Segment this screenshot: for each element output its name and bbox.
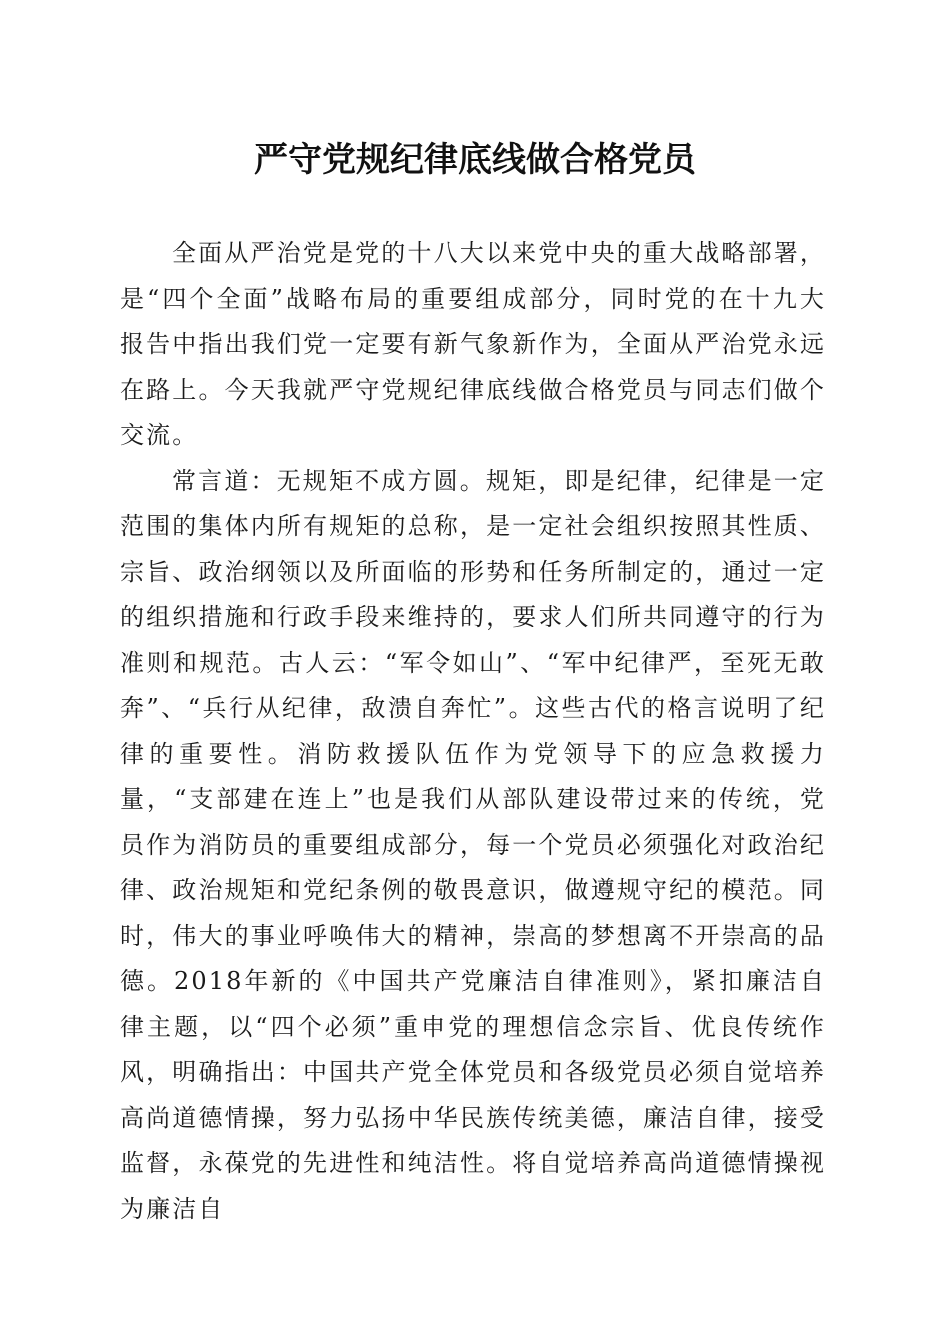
document-title: 严守党规纪律底线做合格党员	[254, 140, 696, 180]
paragraph-discipline: 常言道：无规矩不成方圆。规矩，即是纪律，纪律是一定范围的集体内所有规矩的总称，是一定社会组织按照其性质、宗旨、政治纲领以及所面临的形势和任务所制定的，通过一定的组织措施和行政手段来维持的，要求人们所共同遵守的行为准则和规范。古人云：“军令如山”、“军中纪律严，至死无敢奔”、“兵行从纪律，敌溃自奔忙”。这些古代的格言说明了纪律的重要性。消防救援队伍作为党领导下的应急救援力量，“支部建在连上”也是我们从部队建设带过来的传统，党员作为消防员的重要组成部分，每一个党员必须强化对政治纪律、政治规矩和党纪条例的敬畏意识，做遵规守纪的模范。同时，伟大的事业呼唤伟大的精神，崇高的梦想离不开崇高的品德。2018年新的《中国共产党廉洁自律准则》，紧扣廉洁自律主题，以“四个必须”重申党的理想信念宗旨、优良传统作风，明确指出：中国共产党全体党员和各级党员必须自觉培养高尚道德情操，努力弘扬中华民族传统美德，廉洁自律，接受监督，永葆党的先进性和纯洁性。将自觉培养高尚道德情操视为廉洁自	[120, 466, 826, 1223]
document-body	[120, 231, 826, 1232]
paragraph-intro: 全面从严治党是党的十八大以来党中央的重大战略部署，是“四个全面”战略布局的重要组成部分，同时党的在十九大报告中指出我们党一定要有新气象新作为，全面从严治党永远在路上。今天我就严守党规纪律底线做合格党员与同志们做个交流。	[120, 239, 826, 449]
